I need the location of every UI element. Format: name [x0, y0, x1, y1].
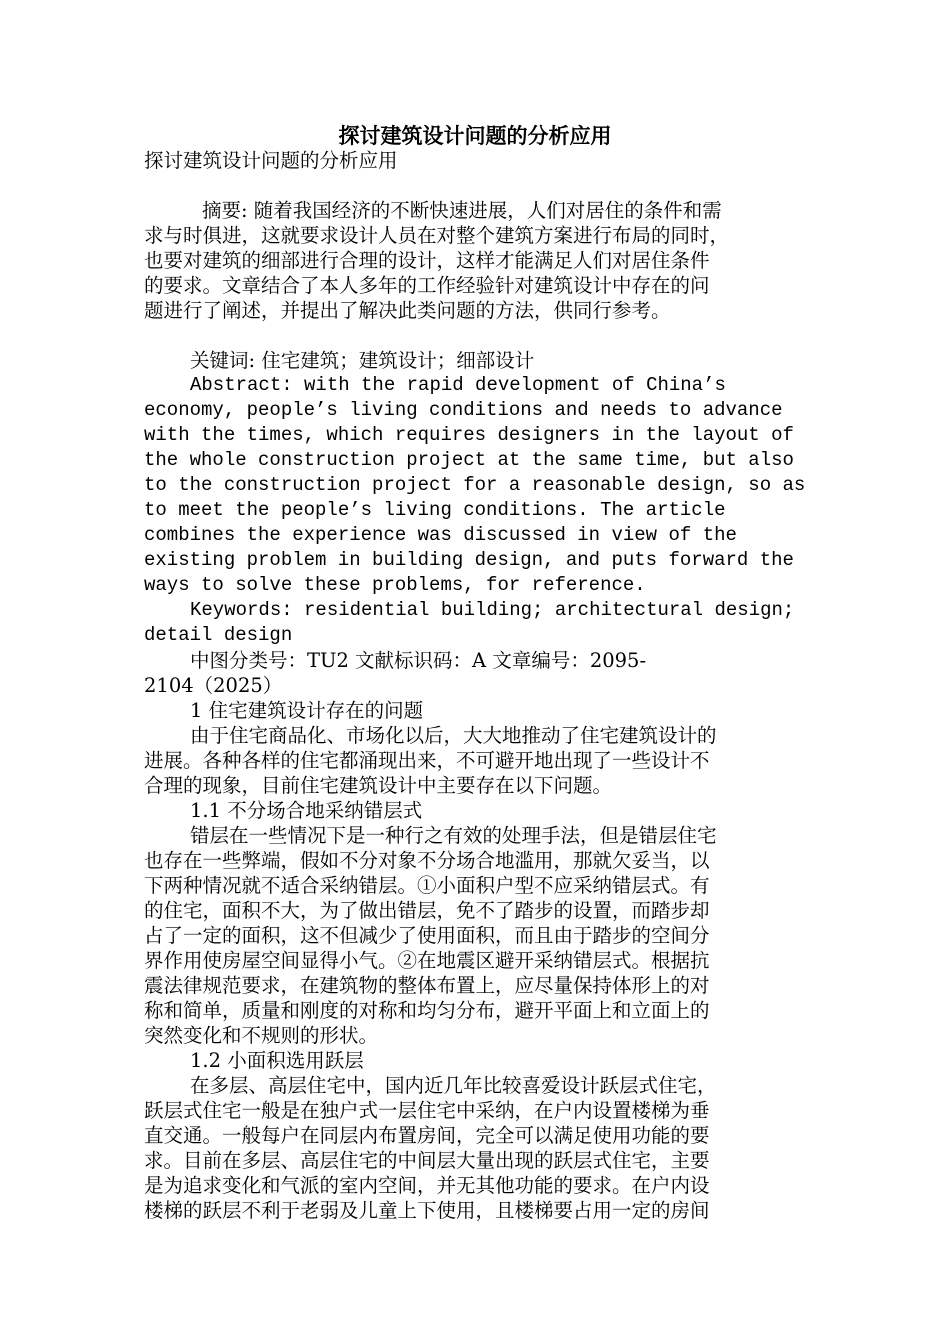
paragraph-line: 界作用使房屋空间显得小气。②在地震区避开采纳错层式。根据抗: [144, 949, 710, 972]
paragraph-line: 楼梯的跃层不利于老弱及儿童上下使用，且楼梯要占用一定的房间: [144, 1199, 710, 1222]
abstract-cn-line: 求与时俱进，这就要求设计人员在对整个建筑方案进行布局的同时，: [144, 224, 730, 247]
paragraph-line: 称和简单，质量和刚度的对称和均匀分布，避开平面上和立面上的: [144, 999, 710, 1022]
blank-line: [144, 323, 808, 348]
abstract-en-line: the whole construction project at the same time, but also: [144, 449, 794, 471]
section-heading-1-2: 1.2 小面积选用跃层: [190, 1049, 364, 1072]
paragraph-line: 的住宅，面积不大，为了做出错层，免不了踏步的设置，而踏步却: [144, 899, 710, 922]
paragraph-line: 进展。各种各样的住宅都涌现出来，不可避开地出现了一些设计不: [144, 749, 710, 772]
paragraph-line: 占了一定的面积，这不但减少了使用面积，而且由于踏步的空间分: [144, 924, 710, 947]
abstract-cn-line: 题进行了阐述，并提出了解决此类问题的方法，供同行参考。: [144, 299, 671, 322]
paragraph-line: 跃层式住宅一般是在独户式一层住宅中采纳，在户内设置楼梯为垂: [144, 1099, 710, 1122]
paragraph-line: 直交通。一般每户在同层内布置房间，完全可以满足使用功能的要: [144, 1124, 710, 1147]
document-title: 探讨建筑设计问题的分析应用: [338, 124, 612, 148]
abstract-en-line: Abstract: with the rapid development of China’s: [190, 374, 726, 396]
keywords-cn-line: 关键词: 住宅建筑；建筑设计；细部设计: [190, 349, 535, 372]
paragraph-line: 求。目前在多层、高层住宅的中间层大量出现的跃层式住宅，主要: [144, 1149, 710, 1172]
paragraph-line: 由于住宅商品化、市场化以后，大大地推动了住宅建筑设计的: [190, 724, 717, 747]
section-heading-1-1: 1.1 不分场合地采纳错层式: [190, 799, 423, 822]
paragraph-line: 合理的现象，目前住宅建筑设计中主要存在以下问题。: [144, 774, 613, 797]
section-heading-1: 1 住宅建筑设计存在的问题: [190, 699, 424, 722]
abstract-cn-line: 也要对建筑的细部进行合理的设计，这样才能满足人们对居住条件: [144, 249, 710, 272]
classification-line: 中图分类号：TU2 文献标识码：A 文章编号：2095-: [190, 649, 647, 672]
blank-line: [144, 173, 808, 198]
classification-line: 2104（2025）: [144, 674, 283, 697]
paragraph-line: 震法律规范要求，在建筑物的整体布置上，应尽量保持体形上的对: [144, 974, 710, 997]
abstract-cn-line: 的要求。文章结合了本人多年的工作经验针对建筑设计中存在的问: [144, 274, 710, 297]
abstract-en-line: existing problem in building design, and puts forward the: [144, 549, 794, 571]
abstract-en-line: ways to solve these problems, for reference.: [144, 574, 646, 596]
document-body: [144, 148, 808, 1223]
keywords-en-line: Keywords: residential building; architectural design;: [190, 599, 795, 621]
paragraph-line: 突然变化和不规则的形状。: [144, 1024, 379, 1047]
paragraph-line: 下两种情况就不适合采纳错层。①小面积户型不应采纳错层式。有: [144, 874, 710, 897]
paragraph-line: 也存在一些弊端，假如不分对象不分场合地滥用，那就欠妥当，以: [144, 849, 710, 872]
abstract-en-line: to the construction project for a reasonable design, so as: [144, 474, 806, 496]
paragraph-line: 是为追求变化和气派的室内空间，并无其他功能的要求。在户内设: [144, 1174, 710, 1197]
subtitle-line: 探讨建筑设计问题的分析应用: [144, 149, 398, 172]
paragraph-line: 错层在一些情况下是一种行之有效的处理手法，但是错层住宅: [190, 824, 717, 847]
abstract-en-line: combines the experience was discussed in view of the: [144, 524, 737, 546]
paragraph-line: 在多层、高层住宅中，国内近几年比较喜爱设计跃层式住宅，: [190, 1074, 717, 1097]
keywords-en-line: detail design: [144, 624, 293, 646]
abstract-en-line: with the times, which requires designers in the layout of: [144, 424, 794, 446]
abstract-en-line: economy, people’s living conditions and needs to advance: [144, 399, 783, 421]
abstract-en-line: to meet the people’s living conditions. The article: [144, 499, 726, 521]
abstract-cn-line: 摘要: 随着我国经济的不断快速进展，人们对居住的条件和需: [202, 199, 722, 222]
